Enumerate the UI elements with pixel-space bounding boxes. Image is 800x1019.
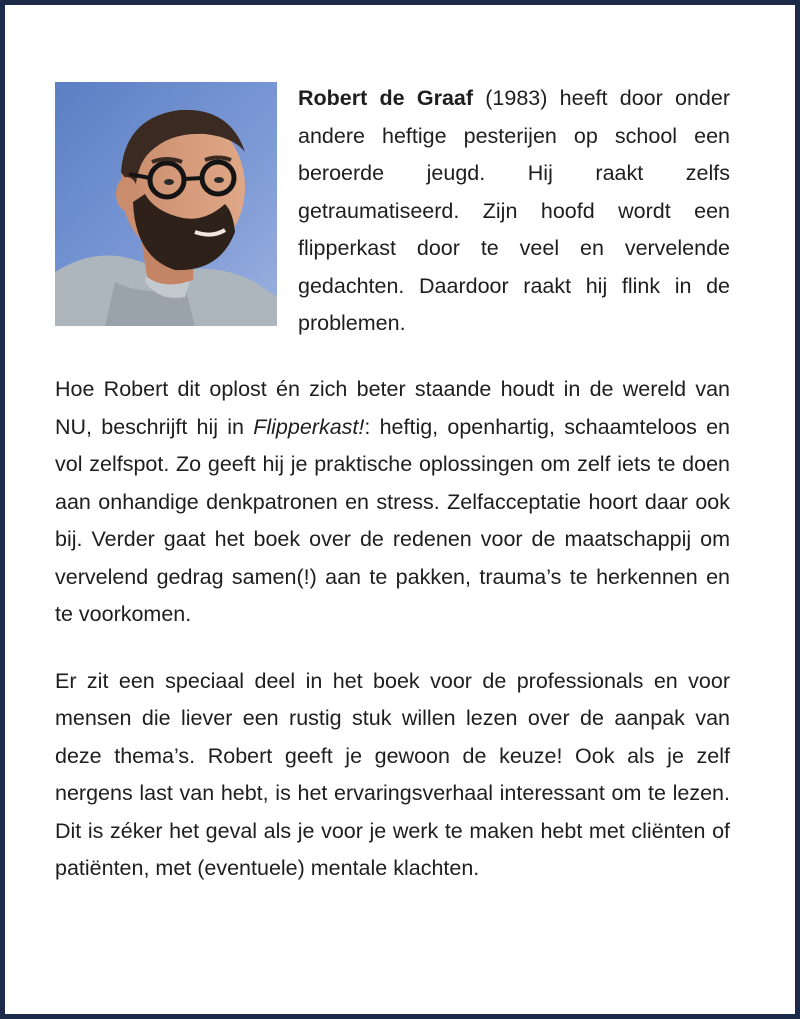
author-name: Robert de Graaf: [298, 86, 474, 110]
summary-before-title: Hoe Robert dit oplost én zich beter staande houdt in de wereld van NU, beschrijft hij in: [55, 377, 730, 439]
book-back-cover-text: [55, 80, 730, 888]
professional-section-paragraph: Er zit een speciaal deel in het boek voor de professionals en voor mensen die liever een rustig stuk willen lezen over de aanpak van deze thema’s. Robert geeft je gewoon de keuze! Ook als je zelf nergens last van hebt, is het ervaringsverhaal interessant om te lezen. Dit is zéker het geval als je voor je werk te maken hebt met cliënten of patiënten, met (eventuele) mentale klachten.: [55, 668, 730, 880]
book-title: Flipperkast!: [253, 414, 365, 439]
author-intro: [55, 80, 730, 342]
summary-after-title: : heftig, openhartig, schaamteloos en vol zelfspot. Zo geeft hij je praktische oplossingen om zelf iets te doen aan onhandige denkpatronen en stress. Zelfacceptatie hoort daar ook bij. Verder gaat het boek over de redenen voor de maatschappij om vervelend gedrag samen(!) aan te pakken, trauma’s te herkennen en te voorkomen.: [55, 414, 731, 626]
book-summary-paragraph: [55, 371, 730, 634]
author-bio-text: (1983) heeft door onder andere heftige pesterijen op school een beroerde jeugd. Hij raakt zelfs getraumatiseerd. Zijn hoofd wordt een flipperkast door te veel en vervelende gedachten. Daardoor raakt hij flink in de problemen.: [298, 86, 730, 335]
author-photo: [55, 82, 277, 326]
author-bio: [298, 80, 730, 343]
